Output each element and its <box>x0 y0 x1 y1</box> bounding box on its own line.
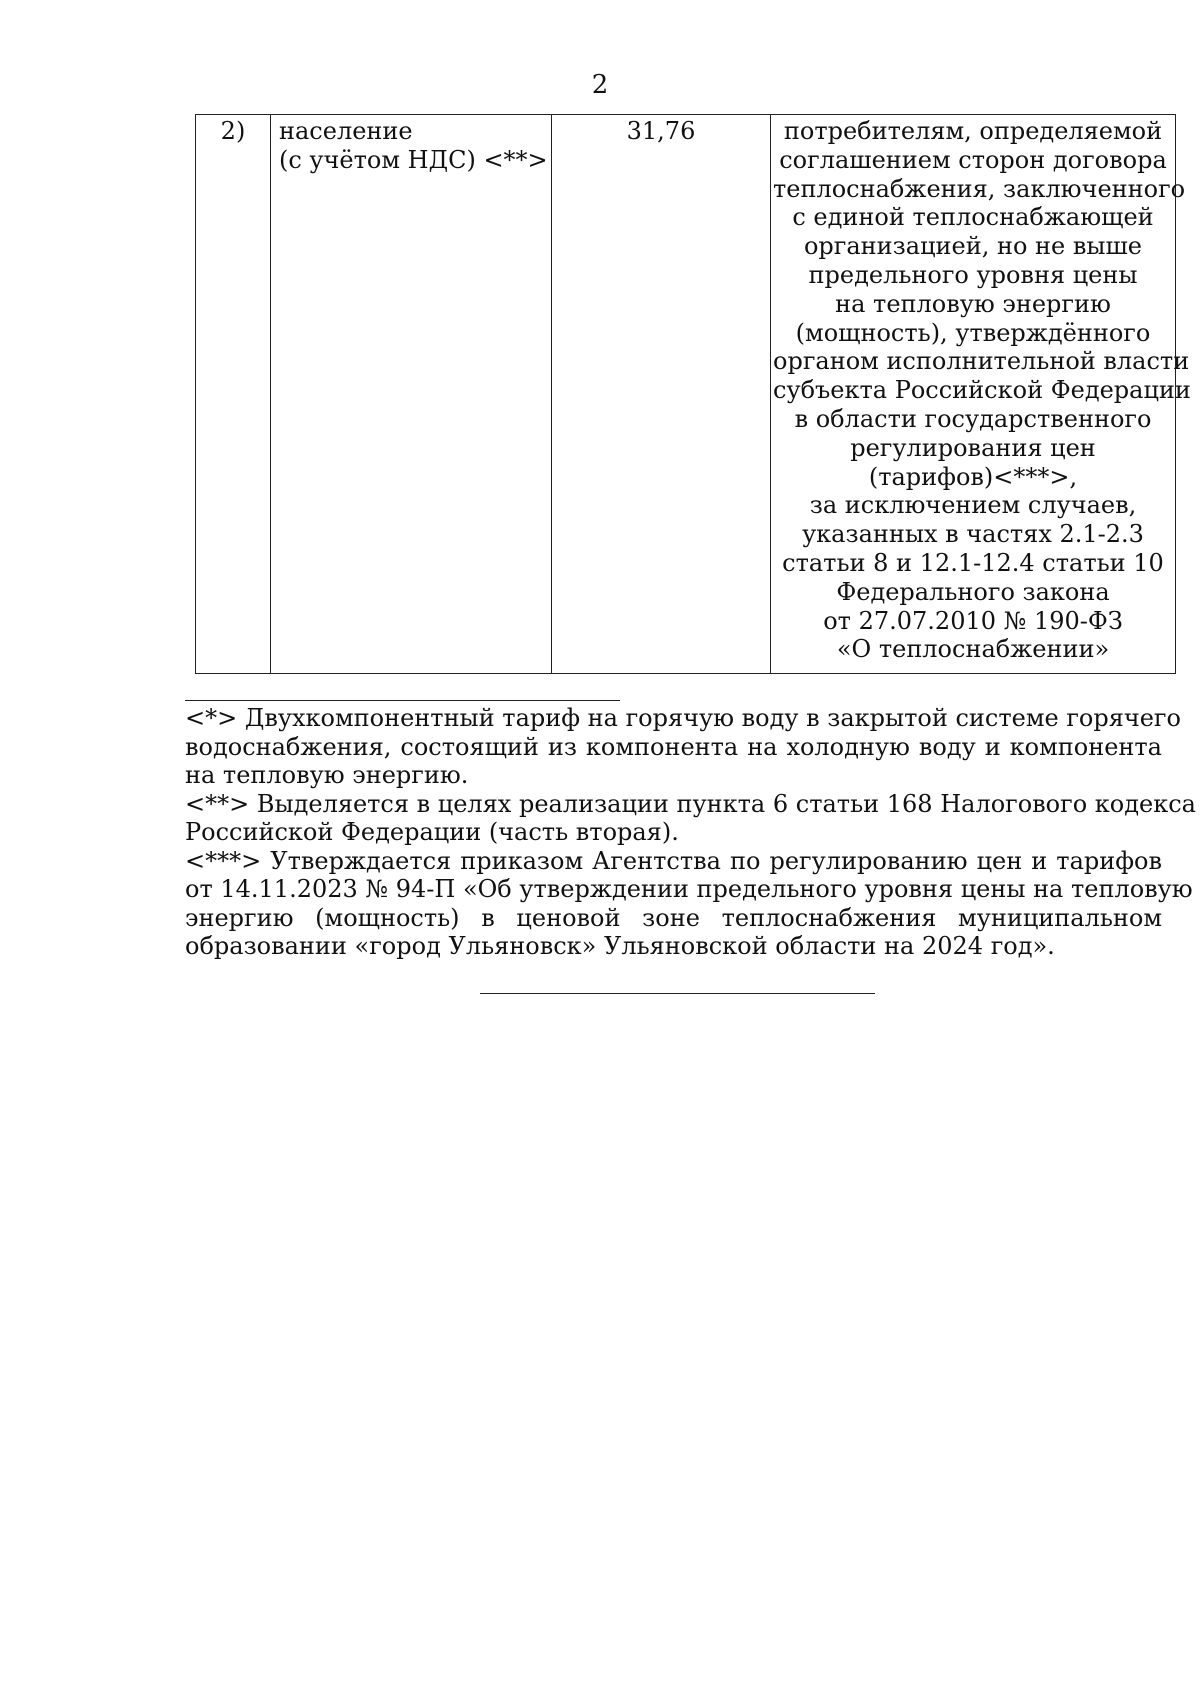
table-row <box>196 115 1176 674</box>
condition-line: «О теплоснабжении» <box>836 635 1110 664</box>
condition-line: от 27.07.2010 № 190-ФЗ <box>823 606 1123 635</box>
consumer-category-cell <box>271 115 552 674</box>
condition-line: на тепловую энергию <box>835 289 1111 318</box>
footnote-line: <*> Двухкомпонентный тариф на горячую воду в закрытой системе горячего <box>185 704 1181 732</box>
tariff-table <box>195 114 1191 674</box>
footnote-line: на тепловую энергию. <box>185 761 469 789</box>
condition-line: Федерального закона <box>836 577 1110 606</box>
condition-line: статьи 8 и 12.1-12.4 статьи 10 <box>782 548 1164 577</box>
footnote-separator <box>185 700 620 701</box>
footnote-line: от 14.11.2023 № 94-П «Об утверждении предельного уровня цены на тепловую <box>185 875 1193 903</box>
condition-line: (мощность), утверждённого <box>795 318 1151 347</box>
condition-line: за исключением случаев, <box>809 491 1137 520</box>
end-separator <box>480 993 875 994</box>
footnote-line: <**> Выделяется в целях реализации пункта 6 статьи 168 Налогового кодекса <box>185 789 1196 818</box>
condition-line: организацией, но не выше <box>803 232 1142 261</box>
footnote-line: <***> Утверждается приказом Агентства по регулированию цен и тарифов <box>185 846 1162 875</box>
condition-line: с единой теплоснабжающей <box>792 203 1154 232</box>
tariff-value-cell: 31,76 <box>552 115 771 674</box>
condition-line: потребителям, определяемой <box>783 117 1163 145</box>
condition-line: соглашением сторон договора <box>779 145 1167 174</box>
page-number: 2 <box>591 70 609 100</box>
footnote-line: энергию (мощность) в ценовой зоне теплоснабжения муниципальном <box>185 903 1162 932</box>
footnotes <box>185 704 1196 961</box>
condition-cell <box>771 115 1191 674</box>
condition-line: теплоснабжения, заключенного <box>773 174 1186 203</box>
row-number-cell: 2) <box>196 115 271 674</box>
category-line: (с учётом НДС) <**> <box>279 145 548 174</box>
condition-line: органом исполнительной власти <box>773 347 1190 376</box>
condition-line: указанных в частях 2.1-2.3 <box>802 520 1144 549</box>
condition-line: (тарифов)<***>, <box>868 462 1078 491</box>
condition-line: предельного уровня цены <box>808 260 1138 289</box>
condition-line: субъекта Российской Федерации <box>773 376 1191 405</box>
category-line: население <box>279 117 413 145</box>
footnote-line: Российской Федерации (часть вторая). <box>185 818 679 846</box>
footnote-line: образовании «город Ульяновск» Ульяновской области на 2024 год». <box>185 932 1055 960</box>
condition-line: регулирования цен <box>850 433 1096 462</box>
condition-line: в области государственного <box>794 404 1152 433</box>
footnote-line: водоснабжения, состоящий из компонента на холодную воду и компонента <box>185 732 1162 761</box>
